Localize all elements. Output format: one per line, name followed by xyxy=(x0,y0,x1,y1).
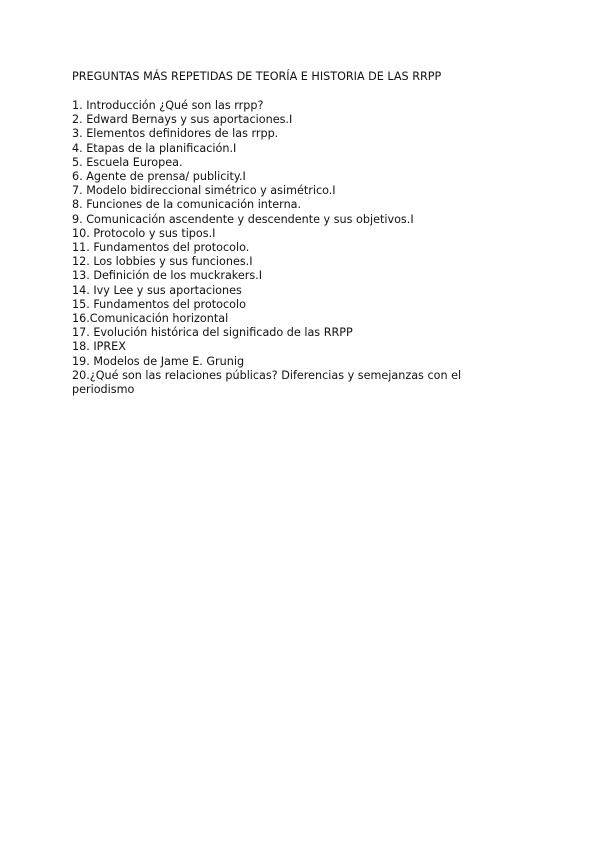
question-item: 8. Funciones de la comunicación interna. xyxy=(72,198,302,212)
question-item: 15. Fundamentos del protocolo xyxy=(72,297,246,311)
question-item: 6. Agente de prensa/ publicity.I xyxy=(72,170,246,184)
page-title: PREGUNTAS MÁS REPETIDAS DE TEORÍA E HISTORIA DE LAS RRPP xyxy=(72,70,442,83)
question-item: 13. Definición de los muckrakers.I xyxy=(72,269,263,283)
question-item: 3. Elementos definidores de las rrpp. xyxy=(72,127,279,141)
question-item: 12. Los lobbies y sus funciones.I xyxy=(72,255,253,269)
question-item: 17. Evolución histórica del significado de las RRPP xyxy=(72,326,353,340)
question-item: 18. IPREX xyxy=(72,340,126,354)
question-item: 1. Introducción ¿Qué son las rrpp? xyxy=(72,99,264,112)
question-item: 10. Protocolo y sus tipos.I xyxy=(72,226,216,240)
question-item: 14. Ivy Lee y sus aportaciones xyxy=(72,283,242,297)
question-item: 2. Edward Bernays y sus aportaciones.I xyxy=(72,113,293,127)
question-item: 19. Modelos de Jame E. Grunig xyxy=(72,354,245,368)
question-list xyxy=(72,99,492,397)
question-item: 4. Etapas de la planificación.I xyxy=(72,141,237,155)
question-item: 16.Comunicación horizontal xyxy=(72,312,229,326)
question-item: 9. Comunicación ascendente y descendente y sus objetivos.I xyxy=(72,212,414,226)
question-item: 7. Modelo bidireccional simétrico y asimétrico.I xyxy=(72,184,336,198)
question-item: 11. Fundamentos del protocolo. xyxy=(72,241,250,255)
question-item: 20.¿Qué son las relaciones públicas? Diferencias y semejanzas con el periodismo xyxy=(72,368,462,397)
question-item: 5. Escuela Europea. xyxy=(72,155,183,169)
